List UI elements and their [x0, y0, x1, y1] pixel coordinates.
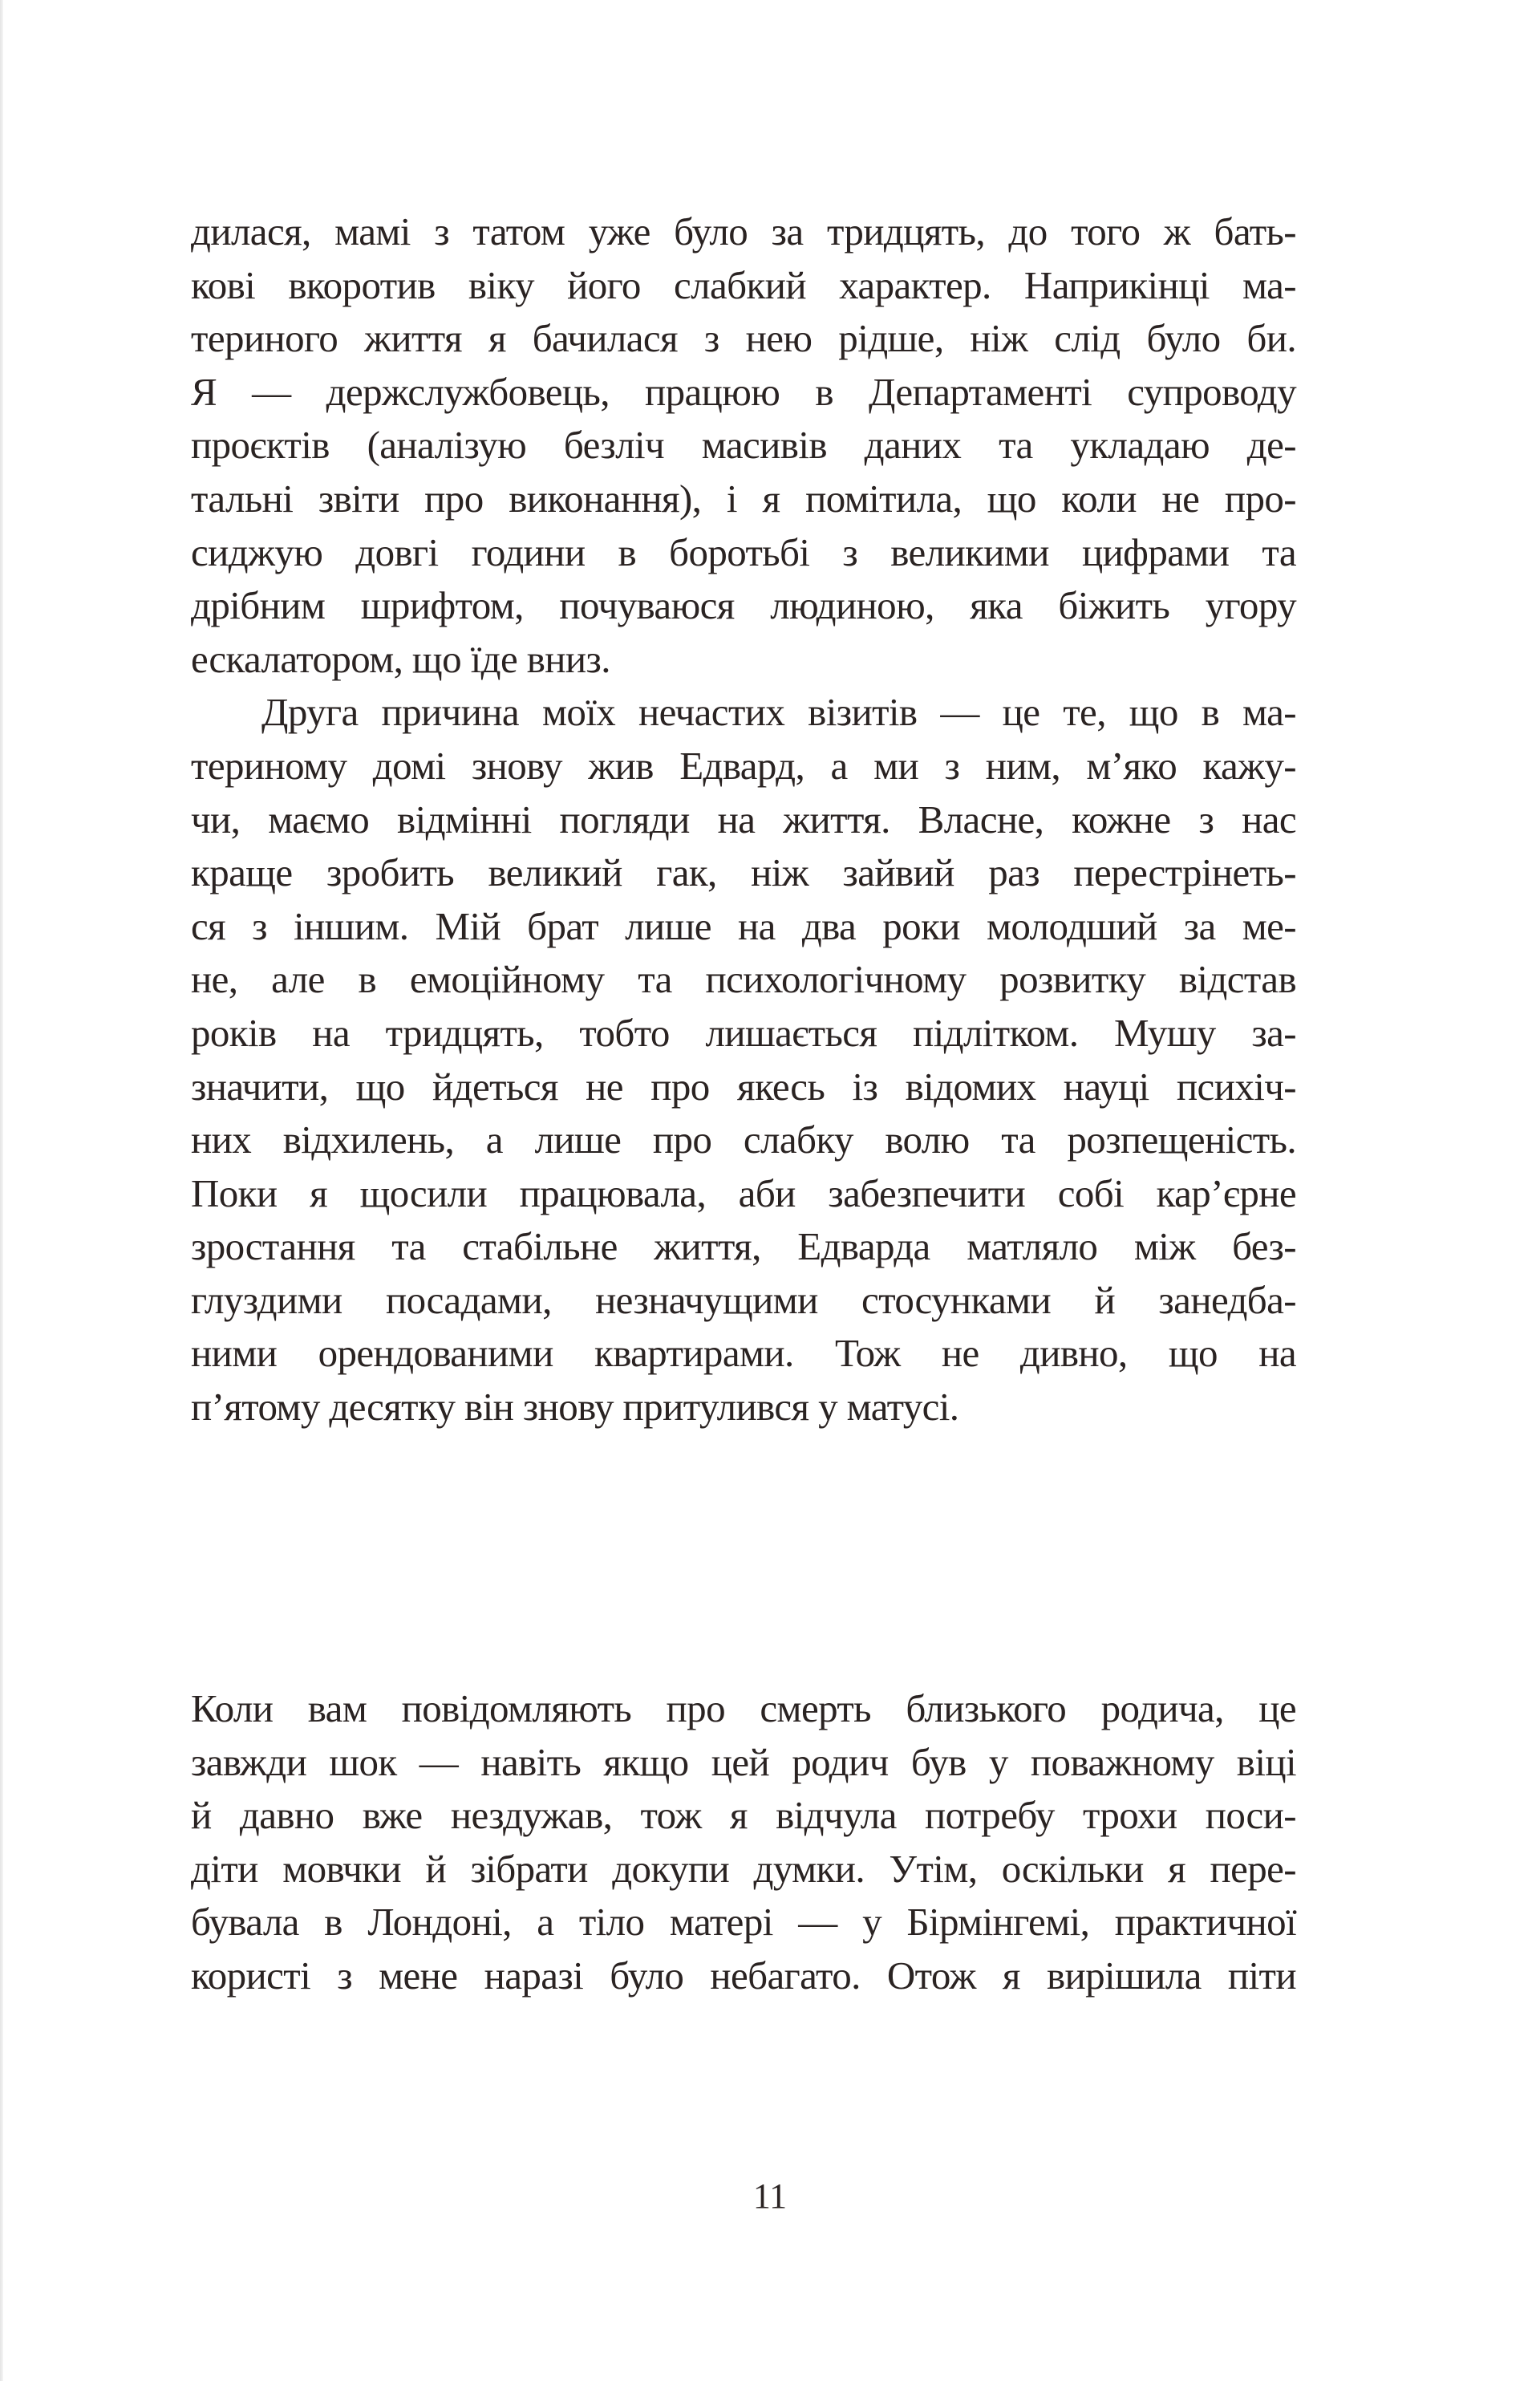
text-line: них відхилень, а лише про слабку волю та розпещеність. — [191, 1117, 1296, 1162]
text-line: дрібним шрифтом, почуваюся людиною, яка біжить угору — [191, 583, 1296, 628]
section-2 — [191, 1682, 1296, 2003]
text-line: зростання та стабільне життя, Едварда матляло між без- — [191, 1224, 1296, 1269]
text-line: Друга причина моїх нечастих візитів — це те, що в ма- — [261, 690, 1296, 735]
text-line: ними орендованими квартирами. Тож не дивно, що на — [191, 1331, 1296, 1376]
text-line: значити, що йдеться не про якесь із відомих науці психіч- — [191, 1064, 1296, 1109]
paragraph-2 — [191, 686, 1296, 1434]
text-line: років на тридцять, тобто лишається підлітком. Мушу за- — [191, 1010, 1296, 1055]
text-line: глуздими посадами, незначущими стосунками й занедба- — [191, 1277, 1296, 1322]
text-line: краще зробить великий гак, ніж зайвий раз перестрінеть- — [191, 850, 1296, 895]
text-line: користі з мене наразі було небагато. Отож я вирішила піти — [191, 1953, 1296, 1998]
paragraph-1 — [191, 205, 1296, 686]
text-line: сиджую довгі години в боротьбі з великими цифрами та — [191, 529, 1296, 574]
text-line: Я — держслужбовець, працюю в Департаменті супроводу — [191, 369, 1296, 414]
text-line: териному домі знову жив Едвард, а ми з ним, м’яко кажу- — [191, 743, 1296, 788]
page-number: 11 — [752, 2176, 788, 2216]
text-line: бувала в Лондоні, а тіло матері — у Бірмінгемі, практичної — [191, 1900, 1296, 1945]
text-line: й давно вже нездужав, тож я відчула потребу трохи поси- — [191, 1793, 1296, 1838]
text-line: дилася, мамі з татом уже було за тридцять, до того ж бать- — [191, 209, 1296, 254]
text-line: завжди шок — навіть якщо цей родич був у поважному віці — [191, 1739, 1296, 1784]
text-line: ся з іншим. Мій брат лише на два роки молодший за ме- — [191, 903, 1296, 948]
text-line: діти мовчки й зібрати докупи думки. Утім, оскільки я пере- — [191, 1846, 1296, 1891]
text-line: кові вкоротив віку його слабкий характер. Наприкінці ма- — [191, 262, 1296, 307]
text-line: не, але в емоційному та психологічному розвитку відстав — [191, 957, 1296, 1002]
text-line: тальні звіти про виконання), і я помітила, що коли не про- — [191, 476, 1296, 521]
text-line: чи, маємо відмінні погляди на життя. Власне, кожне з нас — [191, 797, 1296, 842]
paragraph-1 — [191, 1682, 1296, 2003]
text-line: Поки я щосили працювала, аби забезпечити собі кар’єрне — [191, 1170, 1296, 1215]
text-line: Коли вам повідомляють про смерть близького родича, це — [191, 1686, 1296, 1730]
section-1 — [191, 205, 1296, 1434]
text-line: п’ятому десятку він знову притулився у матусі. — [191, 1385, 959, 1430]
text-line: ескалатором, що їде вниз. — [191, 636, 610, 681]
text-line: проєктів (аналізую безліч масивів даних та укладаю де- — [191, 423, 1296, 468]
text-line: териного життя я бачилася з нею рідше, ніж слід було би. — [191, 316, 1296, 361]
